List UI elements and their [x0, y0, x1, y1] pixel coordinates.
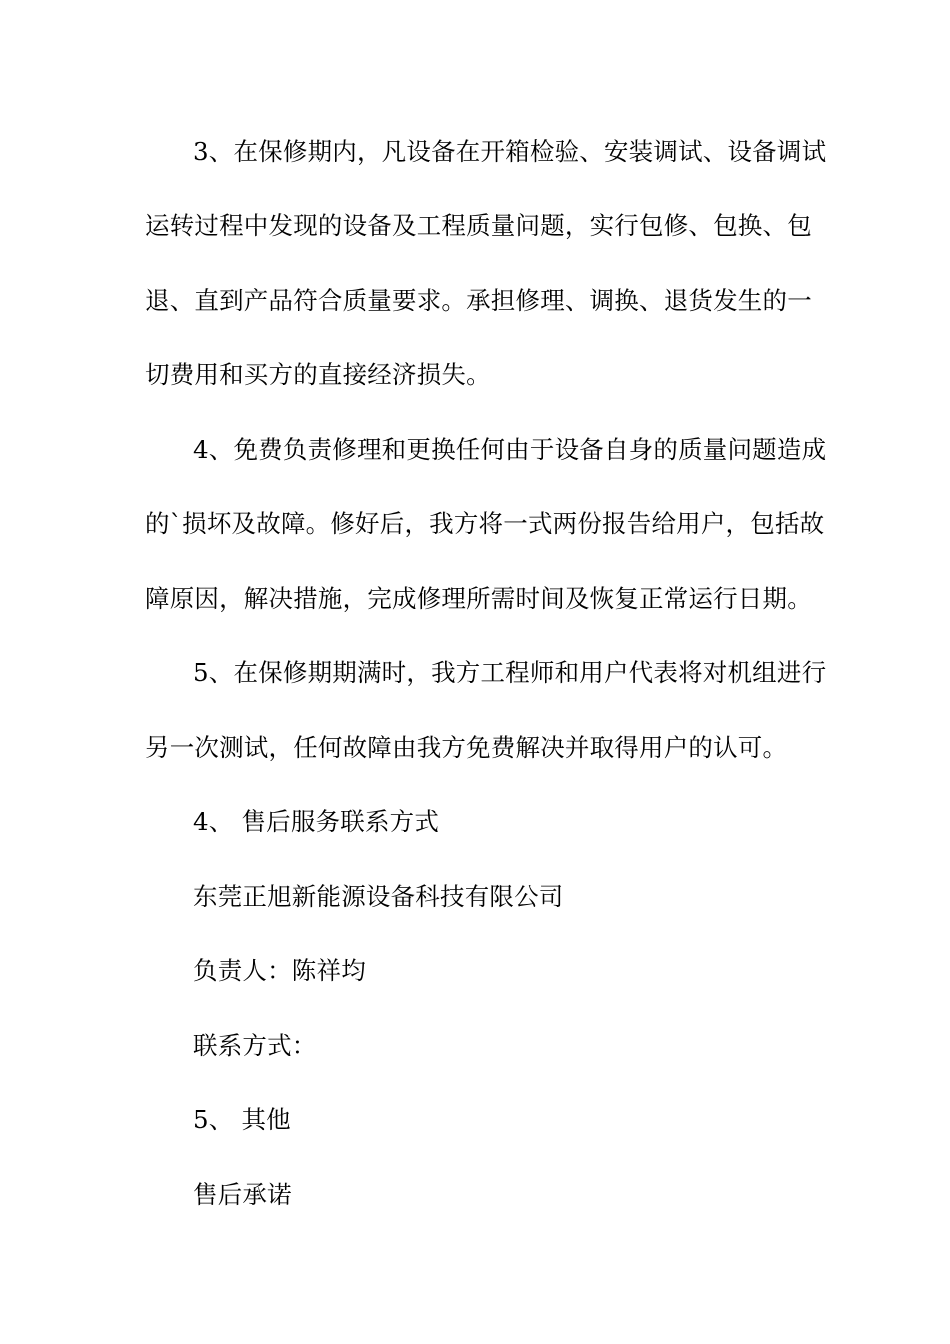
paragraph-3-line-2: 运转过程中发现的设备及工程质量问题，实行包修、包换、包 — [145, 211, 812, 240]
company-name: 东莞正旭新能源设备科技有限公司 — [193, 882, 564, 911]
contact-person: 负责人：陈祥均 — [193, 956, 366, 985]
paragraph-5-line-2: 另一次测试，任何故障由我方免费解决并取得用户的认可。 — [145, 733, 788, 762]
paragraph-3-line-1: 3、在保修期内，凡设备在开箱检验、安装调试、设备调试 — [193, 137, 827, 166]
after-sales-commitment: 售后承诺 — [193, 1180, 292, 1209]
paragraph-4-line-3: 障原因，解决措施，完成修理所需时间及恢复正常运行日期。 — [145, 584, 812, 613]
paragraph-5-line-1: 5、在保修期期满时，我方工程师和用户代表将对机组进行 — [193, 658, 827, 687]
section-heading-other: 5、 其他 — [193, 1105, 291, 1134]
section-heading-after-sales-contact: 4、 售后服务联系方式 — [193, 807, 440, 836]
paragraph-3-line-4: 切费用和买方的直接经济损失。 — [145, 360, 491, 389]
contact-method: 联系方式： — [193, 1031, 317, 1060]
paragraph-4-line-2: 的`损坏及故障。修好后，我方将一式两份报告给用户，包括故 — [145, 509, 825, 538]
paragraph-4-line-1: 4、免费负责修理和更换任何由于设备自身的质量问题造成 — [193, 435, 827, 464]
paragraph-3-line-3: 退、直到产品符合质量要求。承担修理、调换、退货发生的一 — [145, 286, 812, 315]
